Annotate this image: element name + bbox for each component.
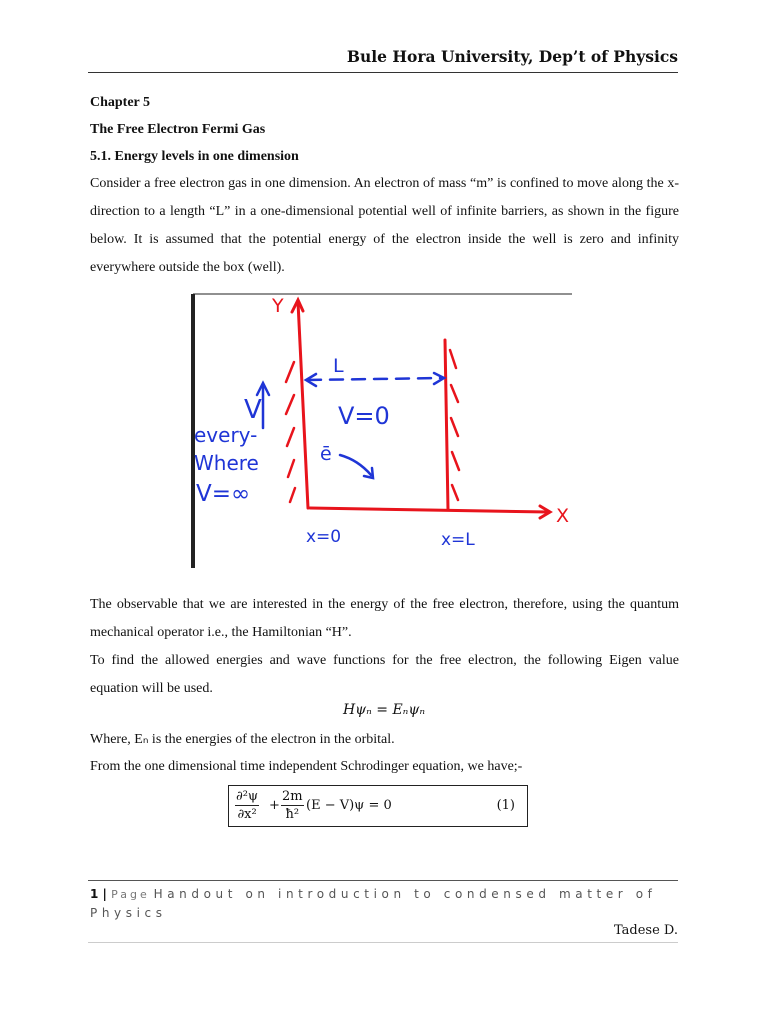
inside-potential-label: V=0 xyxy=(338,402,390,430)
footer-text: Handout on introduction to condensed matter of Physics xyxy=(90,887,657,920)
fraction-denominator: ħ² xyxy=(285,807,300,822)
chapter-heading: Chapter 5 xyxy=(90,95,151,110)
author: Tadese D. xyxy=(613,923,678,938)
electron-motion-arrow xyxy=(340,455,371,475)
eigen-paragraph: To find the allowed energies and wave functions for the free electron, the following Eigen value equation will be used. xyxy=(90,653,679,696)
header-title: Bule Hora University, Dep’t of Physics xyxy=(346,47,678,66)
footer xyxy=(90,885,680,923)
outside-potential-line-3: V=∞ xyxy=(196,481,251,507)
outside-potential-line-1: every- xyxy=(194,423,258,447)
second-derivative-fraction xyxy=(235,789,259,823)
page-separator: | xyxy=(98,887,112,901)
equation-remainder: (E − V)ψ = 0 xyxy=(306,798,392,813)
page-label: Page xyxy=(111,888,150,901)
outside-potential-line-2: Where xyxy=(194,451,259,475)
fraction-denominator: ∂x² xyxy=(237,807,257,822)
fraction-numerator: 2m xyxy=(282,789,303,804)
y-axis-label: Y xyxy=(272,295,284,317)
length-arrow-line xyxy=(308,378,443,380)
outside-potential-v-label: V xyxy=(244,395,262,425)
left-wall-hatch xyxy=(286,362,295,502)
schrodinger-equation-box xyxy=(228,785,528,827)
page-number: 1 xyxy=(90,887,99,901)
footer-rule xyxy=(88,880,678,881)
chapter-title: The Free Electron Fermi Gas xyxy=(90,122,266,137)
length-label: L xyxy=(333,355,344,377)
right-wall-hatch xyxy=(450,350,459,500)
y-axis-line xyxy=(298,302,308,508)
observable-paragraph: The observable that we are interested in the energy of the free electron, therefore, using the quantum mechanical operator i.e., the Hamiltonian “H”. xyxy=(90,597,679,640)
intro-paragraph: Consider a free electron gas in one dimension. An electron of mass “m” is confined to move along the x-direction to a length “L” in a one-dimensional potential well of infinite barriers, as shown in the figure below. It is assumed that the potential energy of the electron inside the well is zero and infinity everywhere outside the box (well). xyxy=(90,176,679,275)
eigen-equation: Hψₙ = Eₙψₙ xyxy=(342,702,426,718)
section-heading: 5.1. Energy levels in one dimension xyxy=(90,149,299,164)
right-wall-label: x=L xyxy=(441,530,475,550)
header-rule xyxy=(88,72,678,73)
footer-bottom-rule xyxy=(88,942,678,943)
equation-number: (1) xyxy=(496,798,515,813)
schrodinger-intro: From the one dimensional time independent Schrodinger equation, we have;- xyxy=(90,759,523,774)
where-line: Where, Eₙ is the energies of the electron in the orbital. xyxy=(90,732,395,747)
x-axis-label: X xyxy=(556,505,570,527)
fraction-numerator: ∂²ψ xyxy=(236,789,259,804)
x-axis-line xyxy=(310,508,548,512)
electron-label: ē xyxy=(320,443,332,465)
right-wall-line xyxy=(445,340,448,510)
plus-sign: + xyxy=(269,798,280,813)
potential-well-figure xyxy=(188,290,578,570)
mass-fraction xyxy=(281,789,304,823)
left-wall-label: x=0 xyxy=(306,527,342,547)
